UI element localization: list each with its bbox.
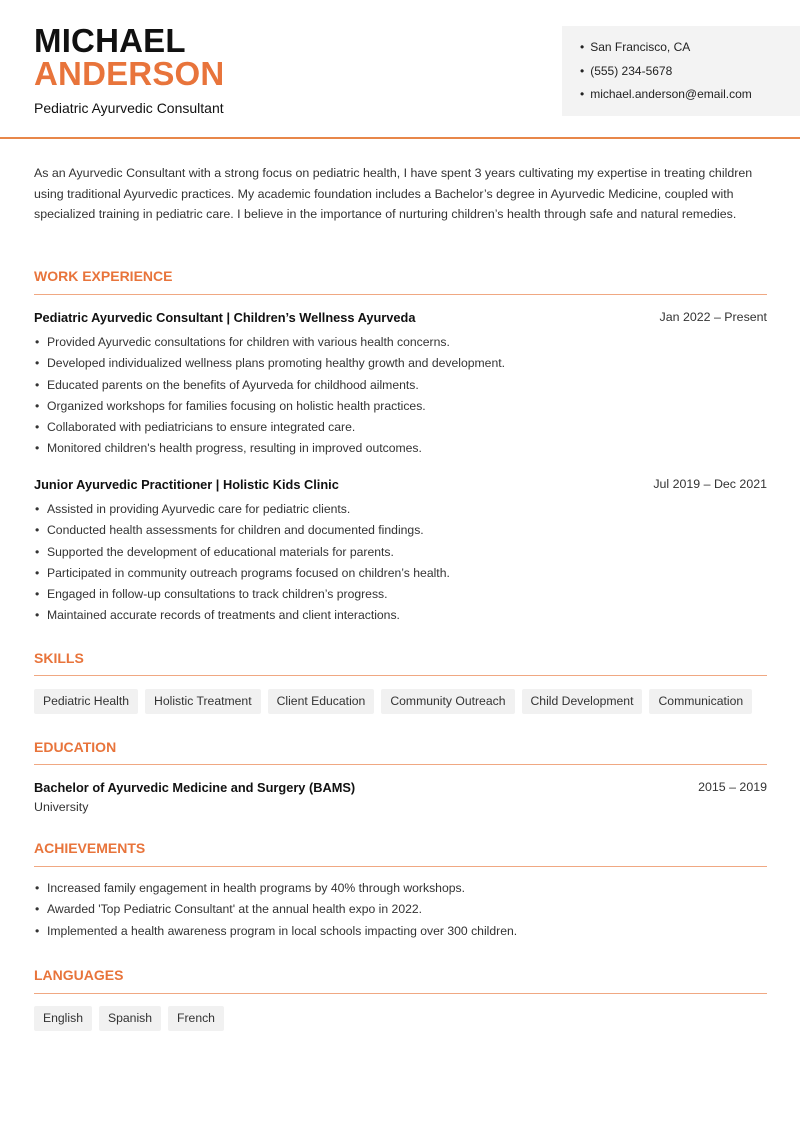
job-title: Pediatric Ayurvedic Consultant | Children’s Wellness Ayurveda (34, 310, 416, 325)
list-item: • Awarded 'Top Pediatric Consultant' at the annual health expo in 2022. (34, 899, 517, 920)
skill-chip: Child Development (522, 689, 643, 714)
languages-list (34, 1006, 224, 1031)
education-degree: Bachelor of Ayurvedic Medicine and Surgery (BAMS) (34, 780, 356, 795)
section-divider (34, 866, 767, 867)
list-item: • Participated in community outreach programs focused on children’s health. (34, 563, 450, 584)
education-date: 2015 – 2019 (698, 780, 767, 794)
skill-chip: Holistic Treatment (145, 689, 261, 714)
list-item: • Monitored children's health progress, resulting in improved outcomes. (34, 438, 505, 459)
section-title-achievements: ACHIEVEMENTS (34, 840, 146, 856)
contact-box (562, 26, 800, 116)
section-title-languages: LANGUAGES (34, 967, 124, 983)
section-divider (34, 294, 767, 295)
job-date: Jan 2022 – Present (659, 310, 767, 324)
first-name: MICHAEL (34, 22, 186, 59)
section-divider (34, 764, 767, 765)
list-item: • Conducted health assessments for children and documented findings. (34, 520, 450, 541)
list-item: • Developed individualized wellness plans promoting healthy growth and development. (34, 353, 505, 374)
list-item: • Collaborated with pediatricians to ensure integrated care. (34, 417, 505, 438)
list-item: • Educated parents on the benefits of Ayurveda for childhood ailments. (34, 375, 505, 396)
list-item: • Engaged in follow-up consultations to track children’s progress. (34, 584, 450, 605)
language-chip: Spanish (99, 1006, 161, 1031)
list-item: • Assisted in providing Ayurvedic care for pediatric clients. (34, 499, 450, 520)
summary-text: As an Ayurvedic Consultant with a strong focus on pediatric health, I have spent 3 years cultivating my expertise in treating children using traditional Ayurvedic practices. My academic foundation includes a Bachelor’s degree in Ayurvedic Medicine, coupled with specialized training in pediatric care. I believe in the importance of nurturing children’s health through safe and natural remedies. (34, 166, 753, 222)
section-title-skills: SKILLS (34, 650, 84, 666)
contact-location: • San Francisco, CA (580, 39, 752, 63)
language-chip: French (168, 1006, 224, 1031)
list-item: • Increased family engagement in health programs by 40% through workshops. (34, 878, 517, 899)
resume-header (0, 0, 800, 139)
job-date: Jul 2019 – Dec 2021 (653, 477, 767, 491)
skill-chip: Communication (649, 689, 752, 714)
job-role: Pediatric Ayurvedic Consultant (34, 100, 224, 116)
list-item: • Implemented a health awareness program in local schools impacting over 300 children. (34, 921, 517, 942)
contact-email: • michael.anderson@email.com (580, 86, 752, 110)
skill-chip: Pediatric Health (34, 689, 138, 714)
section-title-education: EDUCATION (34, 739, 117, 755)
skills-list (34, 689, 752, 714)
list-item: • Maintained accurate records of treatments and client interactions. (34, 605, 450, 626)
section-divider (34, 675, 767, 676)
achievements-list (34, 878, 517, 942)
skill-chip: Community Outreach (381, 689, 514, 714)
language-chip: English (34, 1006, 92, 1031)
job-title: Junior Ayurvedic Practitioner | Holistic Kids Clinic (34, 477, 339, 492)
contact-phone: • (555) 234-5678 (580, 63, 752, 87)
list-item: • Provided Ayurvedic consultations for children with various health concerns. (34, 332, 505, 353)
section-divider (34, 993, 767, 994)
job-bullets (34, 499, 450, 627)
list-item: • Supported the development of educational materials for parents. (34, 542, 450, 563)
education-school: University (34, 800, 89, 814)
last-name: ANDERSON (34, 55, 225, 92)
section-title-work: WORK EXPERIENCE (34, 268, 173, 284)
job-bullets (34, 332, 505, 460)
skill-chip: Client Education (268, 689, 375, 714)
list-item: • Organized workshops for families focusing on holistic health practices. (34, 396, 505, 417)
